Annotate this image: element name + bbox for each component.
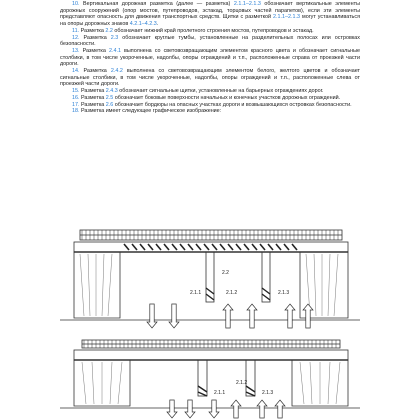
text-run: Разметка (83, 34, 111, 41)
fig1-label-2-2: 2.2 (222, 270, 229, 276)
rules-text (60, 1, 360, 115)
reference-link: 11. (72, 27, 81, 34)
deck-stripe (244, 244, 249, 250)
text-run: обозначает боковые поверхности начальных и конечных участков дорожных ограждений. (113, 94, 341, 101)
deck-stripe (132, 244, 137, 250)
deck-stripe (204, 244, 209, 250)
text-run: Разметка (81, 101, 106, 108)
deck-stripe (140, 244, 145, 250)
arrow-up-icon (285, 304, 295, 328)
reference-link: 17. (72, 101, 81, 108)
deck-stripe (164, 244, 169, 250)
arrow-down-icon (209, 400, 219, 418)
arrow-up-icon (257, 400, 267, 418)
paragraph (60, 108, 360, 115)
paragraph (60, 68, 360, 88)
deck-stripe (276, 244, 281, 250)
deck-stripe (292, 244, 297, 250)
paragraph (60, 95, 360, 102)
fig1-label-2-1-3: 2.1.3 (278, 290, 290, 296)
text-run: обозначает круглые тумбы, установленные на разделительных полосах или островках безопасности. (60, 34, 360, 48)
reference-link: 15. (72, 88, 81, 95)
reference-link: 2.4.3 (105, 88, 118, 95)
paragraph (60, 28, 360, 35)
reference-link: 10. (72, 1, 83, 7)
text-run: обозначает сигнальные щитки, установленные на барьерных ограждениях дорог. (117, 88, 324, 95)
deck-stripe (212, 244, 217, 250)
paragraph (60, 88, 360, 95)
deck-stripe (284, 244, 289, 250)
arrow-down-icon (169, 304, 179, 328)
fig1-label-2-1-2: 2.1.2 (226, 290, 238, 296)
text-run: могут устанавливаться на опоры дорожных знаков (60, 14, 360, 28)
text-run: Вертикальная дорожная разметка (далее — разметка) (83, 1, 234, 7)
arrow-down-icon (167, 400, 177, 418)
arrow-down-icon (185, 400, 195, 418)
reference-link: 2.5 (105, 94, 114, 101)
reference-link: 4.2.1–4.2.3 (129, 21, 157, 28)
text-run: Разметка имеет следующее графическое изображение: (81, 108, 222, 115)
deck-stripe (252, 244, 257, 250)
deck-stripe (196, 244, 201, 250)
bridge-figure-2 (0, 338, 420, 420)
reference-link: 13. (72, 47, 83, 54)
text-run: обозначает бордюры на опасных участках дороги и возвышающихся островках безопасности. (113, 101, 352, 108)
paragraph (60, 1, 360, 28)
bridge-figure-1 (0, 228, 420, 330)
fig2-label-2-1-1: 2.1.1 (214, 390, 226, 396)
paragraph (60, 48, 360, 68)
deck-stripe (268, 244, 273, 250)
deck-stripe (156, 244, 161, 250)
deck-stripe (172, 244, 177, 250)
text-run: обозначает вертикальные элементы дорожных сооружений (опор мостов, путепроводов, эстакад, торцовых частей парапетов), если эти элементы представляют опасность для движения транспортных средств. Щитки с разметкой (60, 1, 360, 21)
text-run: выполнена со световозвращающим элементом белого, желтого цветов и обозначает сигнальные столбики, в том числе укороченные, надолбы, опоры ограждений и т.п., расположенные слева от проезжей части дороги. (60, 68, 360, 88)
fig2-label-2-1-2: 2.1.2 (236, 380, 248, 386)
reference-link: 2.1.1–2.1.3 (233, 1, 261, 7)
deck-stripe (124, 244, 129, 250)
deck-stripe (148, 244, 153, 250)
arrow-up-icon (247, 304, 257, 328)
text-run: Разметка (80, 27, 106, 34)
deck-stripe (180, 244, 185, 250)
text-run: обозначает нижний край пролетного строения мостов, путепроводов и эстакад. (112, 27, 314, 34)
arrow-down-icon (147, 304, 157, 328)
reference-link: 14. (72, 68, 84, 75)
arrow-up-icon (303, 304, 313, 328)
deck-stripe (260, 244, 265, 250)
reference-link: 2.4.2 (110, 68, 123, 75)
text-run: Разметка (83, 68, 111, 75)
reference-link: 2.2 (105, 27, 113, 34)
text-run: Разметка (82, 47, 109, 54)
reference-link: 16. (72, 94, 81, 101)
arrow-up-icon (223, 304, 233, 328)
deck-stripe (220, 244, 225, 250)
fig1-label-2-1-1: 2.1.1 (190, 290, 202, 296)
reference-link: 18. (72, 108, 81, 115)
reference-link: 2.3 (110, 34, 119, 41)
arrow-up-icon (275, 400, 285, 418)
text-run: . (156, 21, 159, 28)
reference-link: 2.1.1–2.1.3 (273, 14, 300, 21)
reference-link: 2.6 (105, 101, 114, 108)
text-run: выполнена со световозвращающим элементом красного цвета и обозначает сигнальные столбики, в том числе укороченные, надолбы, опоры ограждений и т.п., расположенные справа от проезжей части дороги. (60, 47, 360, 68)
text-run: Разметка (81, 88, 106, 95)
arrow-up-icon (231, 400, 241, 418)
paragraph (60, 102, 360, 109)
fig2-label-2-1-3: 2.1.3 (262, 390, 274, 396)
deck-stripe (228, 244, 233, 250)
deck-stripe (188, 244, 193, 250)
paragraph (60, 35, 360, 48)
text-run: Разметка (81, 94, 106, 101)
reference-link: 2.4.1 (108, 47, 121, 54)
deck-stripe (236, 244, 241, 250)
reference-link: 12. (72, 34, 84, 41)
